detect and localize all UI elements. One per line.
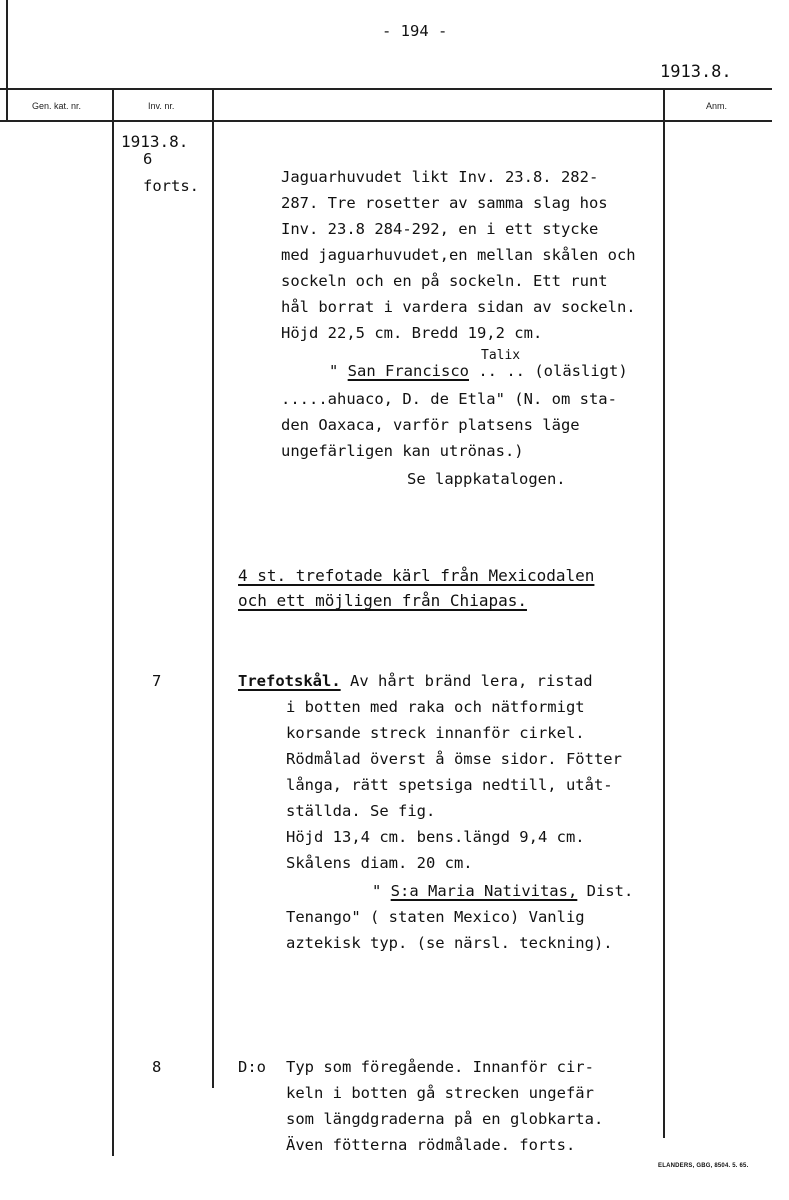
entry-7-first-line: Trefotskål. Av hårt bränd lera, ristad [238,672,593,690]
entry-6-description [281,168,701,528]
text-line: Skålens diam. 20 cm. [286,854,473,872]
text-line: .....ahuaco, D. de Etla" (N. om sta- [281,390,617,408]
text-line: i botten med raka och nätformigt [286,698,585,716]
text-line: Inv. 23.8 284-292, en i ett stycke [281,220,599,238]
text-line: aztekisk typ. (se närsl. teckning). [286,934,613,952]
inv-continued: forts. [143,177,199,195]
gen-kat-column-rule [112,88,114,1156]
quote-mark: " [329,362,348,380]
section-heading [238,566,594,610]
gen-kat-header: Gen. kat. nr. [32,101,82,111]
locality-name: S:a Maria Nativitas, [390,882,578,900]
inv-number-6: 6 [143,150,153,168]
heading-line-1: 4 st. trefotade kärl från Mexicodalen [238,566,595,585]
header-top-rule [0,88,772,90]
locality-name: San Francisco [347,362,469,380]
text-line: med jaguarhuvudet,en mellan skålen och [281,246,636,264]
locality-line [329,348,628,380]
catalog-reference: Se lappkatalogen. [407,470,566,488]
locality-line: " S:a Maria Nativitas, Dist. [372,882,634,900]
text-line: Jaguarhuvudet likt Inv. 23.8. 282- [281,168,599,186]
text-line: Även fötterna rödmålade. forts. [286,1136,576,1154]
entry-8-description [238,1058,668,1168]
text-line: Typ som föregående. Innanför cir- [286,1058,594,1076]
entry-7-description [238,672,668,972]
page-number: - 194 - [382,22,448,40]
left-margin-rule [6,0,8,120]
illegible-note: (oläsligt) [525,362,628,380]
header-bottom-rule [0,120,772,122]
object-title: Trefotskål. [238,672,341,690]
text-line: 287. Tre rosetter av samma slag hos [281,194,608,212]
ditto-prefix: D:o [238,1058,266,1076]
text-line: ungefärligen kan utrönas.) [281,442,524,460]
inv-number-7: 7 [152,672,162,690]
text-line: Höjd 13,4 cm. bens.längd 9,4 cm. [286,828,585,846]
illegible-dots: .. .. Talix [469,348,525,380]
text-line: Höjd 22,5 cm. Bredd 19,2 cm. [281,324,543,342]
text-line: Tenango" ( staten Mexico) Vanlig [286,908,585,926]
text-line: som längdgraderna på en globkarta. [286,1110,604,1128]
talix-superscript: Talix [481,348,521,363]
text-line: den Oaxaca, varför platsens läge [281,416,580,434]
inv-number-8: 8 [152,1058,162,1076]
text-line: ställda. Se fig. [286,802,436,820]
printer-mark: ELANDERS, GBG, 8504. 5. 65. [658,1163,749,1169]
year-header: 1913.8. [660,62,732,82]
anm-header: Anm. [706,101,728,111]
text-line: långa, rätt spetsiga nedtill, utåt- [286,776,613,794]
inv-number-1913-8: 1913.8. [121,132,189,151]
heading-line-2: och ett möjligen från Chiapas. [238,591,527,610]
text-line: keln i botten gå strecken ungefär [286,1084,594,1102]
inv-column-rule [212,88,214,1088]
inv-header: Inv. nr. [148,101,175,111]
text-line: korsande streck innanför cirkel. [286,724,585,742]
text-line: hål borrat i vardera sidan av sockeln. [281,298,636,316]
text-line: sockeln och en på sockeln. Ett runt [281,272,608,290]
text-line: Rödmålad överst å ömse sidor. Fötter [286,750,622,768]
